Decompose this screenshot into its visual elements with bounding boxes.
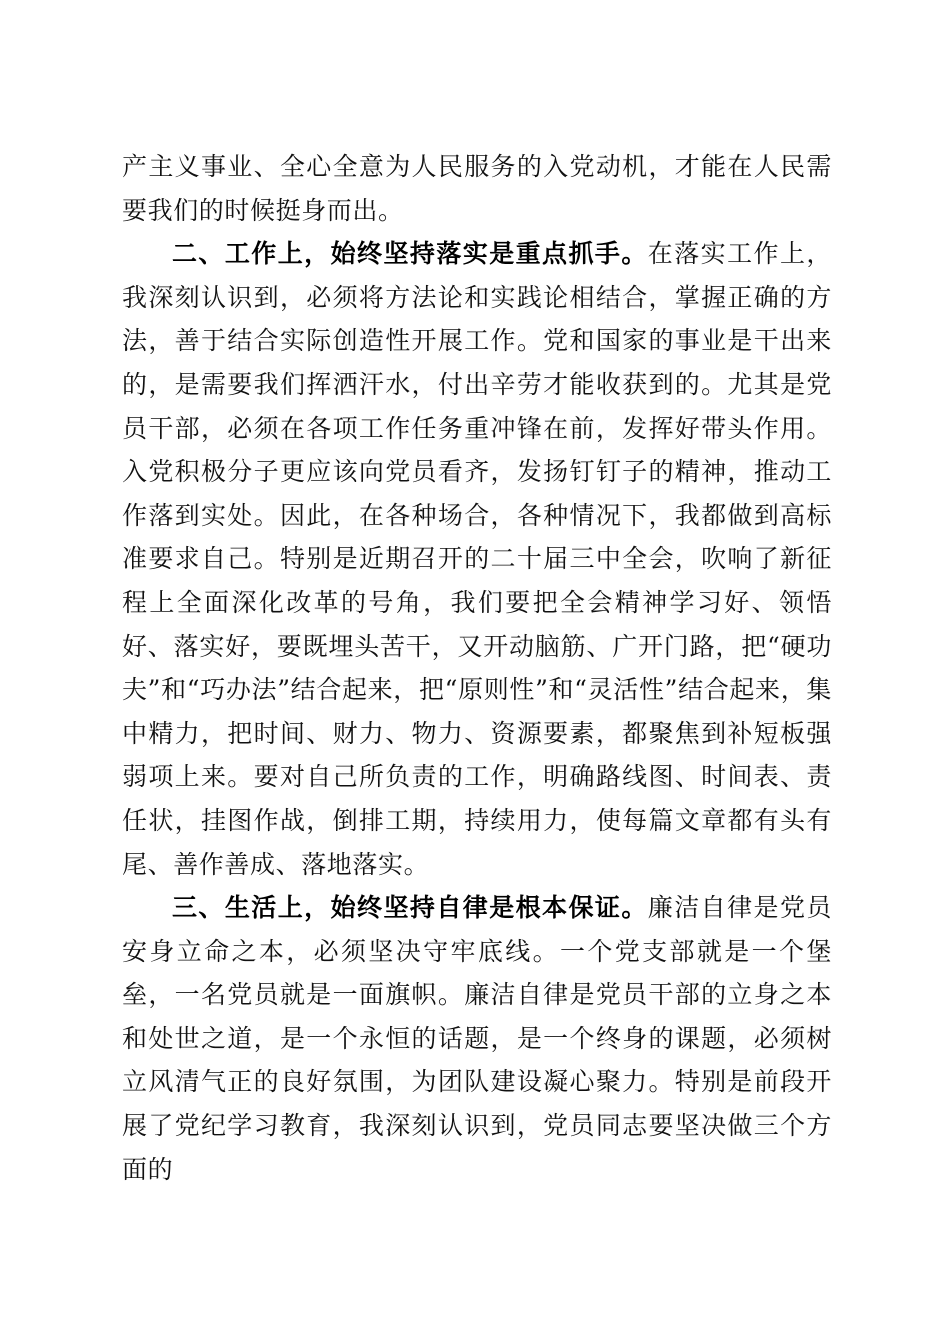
section-heading-life: 三、生活上，始终坚持自律是根本保证。 [172, 893, 648, 923]
paragraph-body-text: 廉洁自律是党员安身立命之本，必须坚决守牢底线。一个党支部就是一个堡垒，一名党员就是一面旗帜。廉洁自律是党员干部的立身之本和处世之道，是一个永恒的话题，是一个终身的课题，必须树立风清气正的良好氛围，为团队建设凝心聚力。特别是前段开展了党纪学习教育，我深刻认识到，党员同志要坚决做三个方面的 [122, 893, 832, 1184]
paragraph-body-text: 在落实工作上，我深刻认识到，必须将方法论和实践论相结合，掌握正确的方法，善于结合实际创造性开展工作。党和国家的事业是干出来的，是需要我们挥洒汗水，付出辛劳才能收获到的。尤其是党员干部，必须在各项工作任务重冲锋在前，发挥好带头作用。入党积极分子更应该向党员看齐，发扬钉钉子的精神，推动工作落到实处。因此，在各种场合，各种情况下，我都做到高标准要求自己。特别是近期召开的二十届三中全会，吹响了新征程上全面深化改革的号角，我们要把全会精神学习好、领悟好、落实好，要既埋头苦干，又开动脑筋、广开门路，把“硬功夫”和“巧办法”结合起来，把“原则性”和“灵活性”结合起来，集中精力，把时间、财力、物力、资源要素，都聚焦到补短板强弱项上来。要对自己所负责的工作，明确路线图、时间表、责任状，挂图作战，倒排工期，持续用力，使每篇文章都有头有尾、善作善成、落地落实。 [122, 239, 832, 879]
paragraph-life-section [122, 886, 832, 1191]
section-heading-work: 二、工作上，始终坚持落实是重点抓手。 [172, 239, 648, 269]
paragraph-body-text: 产主义事业、全心全意为人民服务的入党动机，才能在人民需要我们的时候挺身而出。 [122, 152, 832, 225]
paragraph-work-section [122, 232, 832, 886]
paragraph-continuation [122, 145, 832, 232]
document-body [122, 145, 832, 1191]
